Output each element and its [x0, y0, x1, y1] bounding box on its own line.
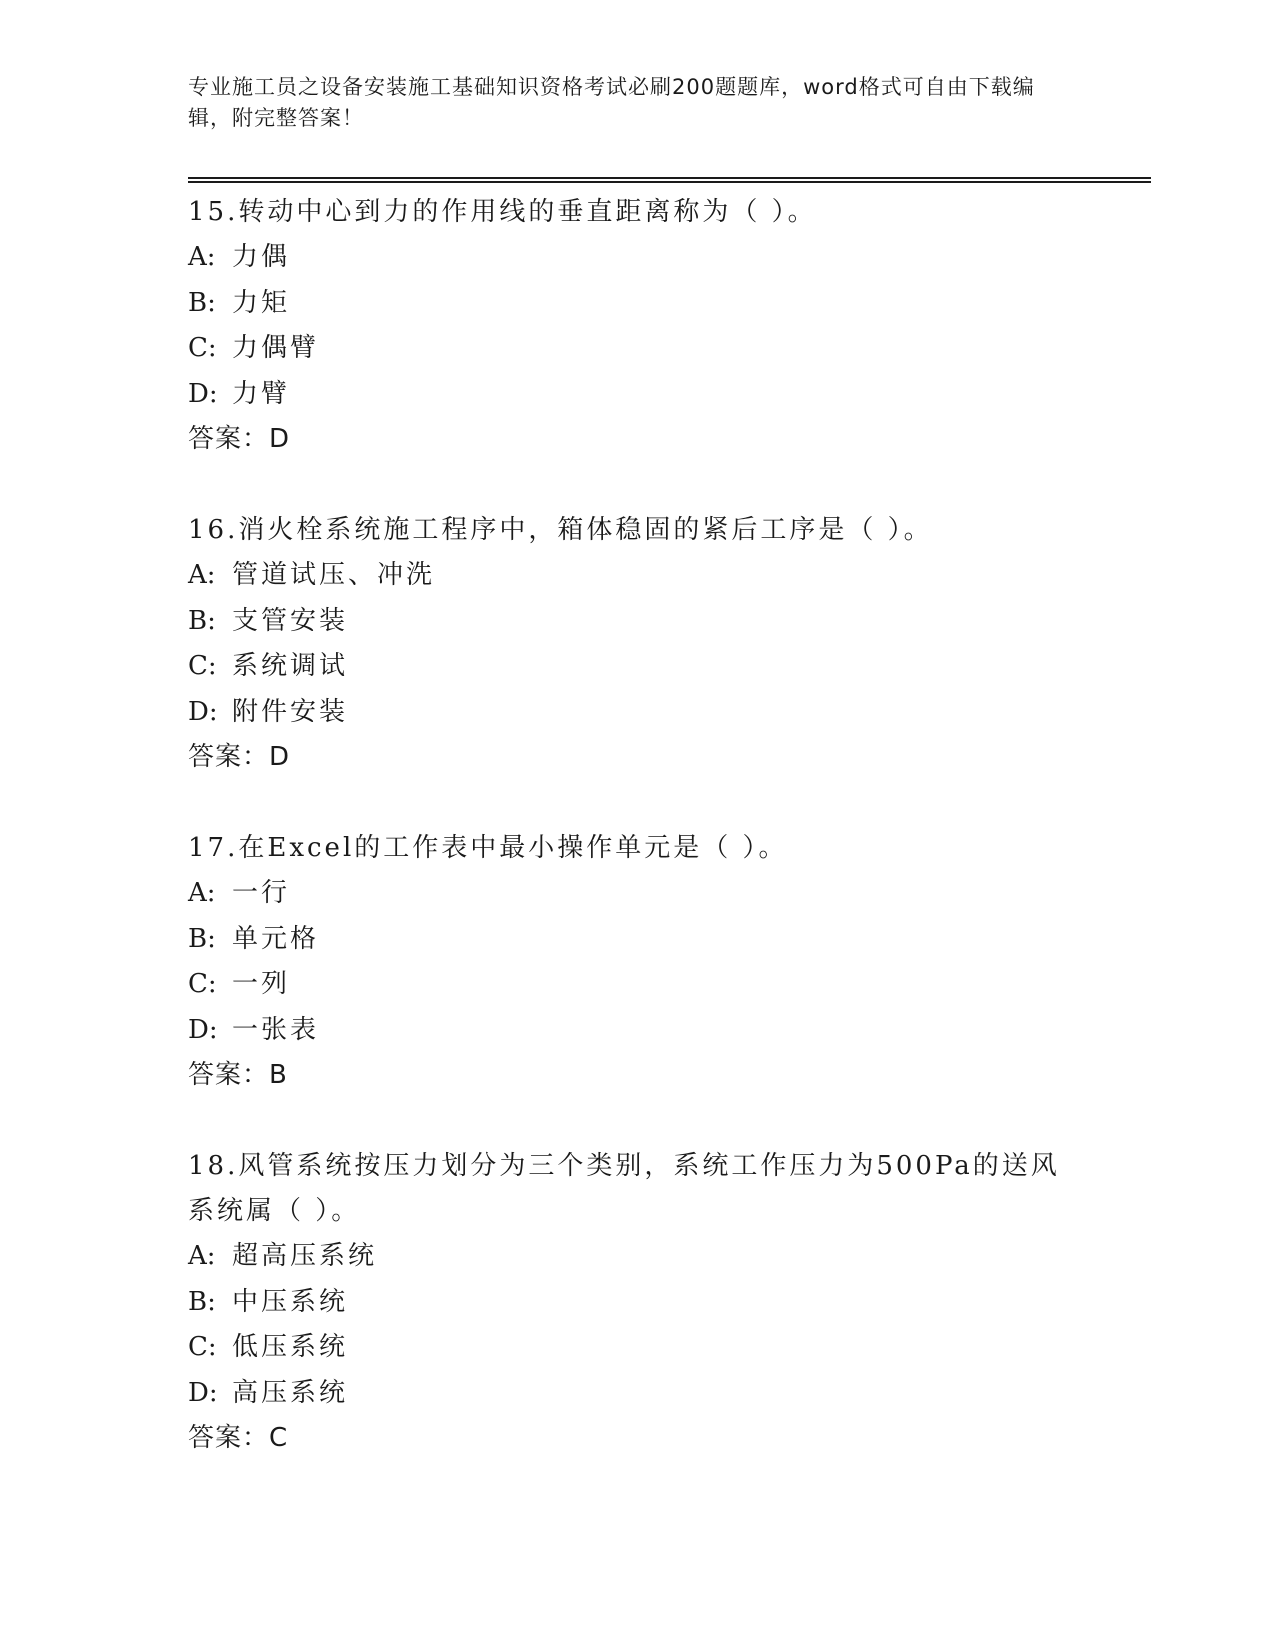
option-a: [188, 235, 1088, 281]
option-text: 支管安装: [232, 605, 349, 636]
option-letter: D:: [188, 1377, 218, 1408]
option-a: [188, 553, 1088, 599]
option-text: 中压系统: [232, 1286, 349, 1317]
option-text: 力偶臂: [232, 333, 320, 363]
answer-line: 答案：B: [188, 1060, 288, 1090]
question-stem: 15.转动中心到力的作用线的垂直距离称为（ ）。: [188, 197, 817, 227]
option-letter: B:: [188, 1286, 216, 1317]
option-d: [188, 372, 1088, 418]
header-divider: [188, 177, 1151, 183]
question-17: [188, 826, 1088, 1098]
option-letter: C:: [188, 969, 217, 999]
option-b: [188, 917, 1088, 963]
option-text: 一行: [232, 878, 291, 908]
option-c: [188, 1325, 1088, 1371]
option-letter: C:: [188, 1332, 217, 1362]
question-15: [188, 190, 1088, 462]
option-d: [188, 1371, 1088, 1417]
question-stem: 16.消火栓系统施工程序中，箱体稳固的紧后工序是（ ）。: [188, 515, 933, 545]
option-c: [188, 644, 1088, 690]
option-text: 力臂: [232, 378, 291, 409]
option-text: 低压系统: [232, 1332, 349, 1362]
option-d: [188, 1008, 1088, 1054]
option-a: [188, 1234, 1088, 1280]
option-letter: B:: [188, 923, 216, 954]
question-list: [188, 190, 1088, 1507]
option-text: 力偶: [232, 242, 291, 272]
option-text: 高压系统: [232, 1377, 349, 1408]
option-text: 单元格: [232, 923, 320, 954]
option-b: [188, 281, 1088, 327]
option-text: 系统调试: [232, 651, 349, 681]
question-stem: 18.风管系统按压力划分为三个类别，系统工作压力为500Pa的送风系统属（ ）。: [188, 1151, 1060, 1226]
option-letter: D:: [188, 378, 218, 409]
answer-line: 答案：C: [188, 1423, 289, 1453]
option-letter: B:: [188, 605, 216, 636]
option-letter: C:: [188, 333, 217, 363]
question-16: [188, 508, 1088, 780]
option-text: 管道试压、冲洗: [232, 560, 436, 590]
option-d: [188, 690, 1088, 736]
option-text: 一列: [232, 969, 291, 999]
option-letter: C:: [188, 651, 217, 681]
option-letter: D:: [188, 1014, 218, 1045]
option-c: [188, 326, 1088, 372]
option-text: 超高压系统: [232, 1241, 378, 1271]
answer-line: 答案：D: [188, 424, 291, 454]
option-text: 附件安装: [232, 696, 349, 727]
option-letter: A:: [188, 242, 216, 272]
option-letter: A:: [188, 560, 216, 590]
option-b: [188, 599, 1088, 645]
option-c: [188, 962, 1088, 1008]
option-letter: A:: [188, 1241, 216, 1271]
option-letter: B:: [188, 287, 216, 318]
option-text: 力矩: [232, 287, 291, 318]
option-b: [188, 1280, 1088, 1326]
option-a: [188, 871, 1088, 917]
option-letter: A:: [188, 878, 216, 908]
question-18: [188, 1144, 1088, 1461]
question-stem: 17.在Excel的工作表中最小操作单元是（ ）。: [188, 833, 788, 863]
option-text: 一张表: [232, 1014, 320, 1045]
answer-line: 答案：D: [188, 742, 291, 772]
option-letter: D:: [188, 696, 218, 727]
document-header: 专业施工员之设备安装施工基础知识资格考试必刷200题题库，word格式可自由下载编辑，附完整答案！: [188, 75, 1035, 130]
